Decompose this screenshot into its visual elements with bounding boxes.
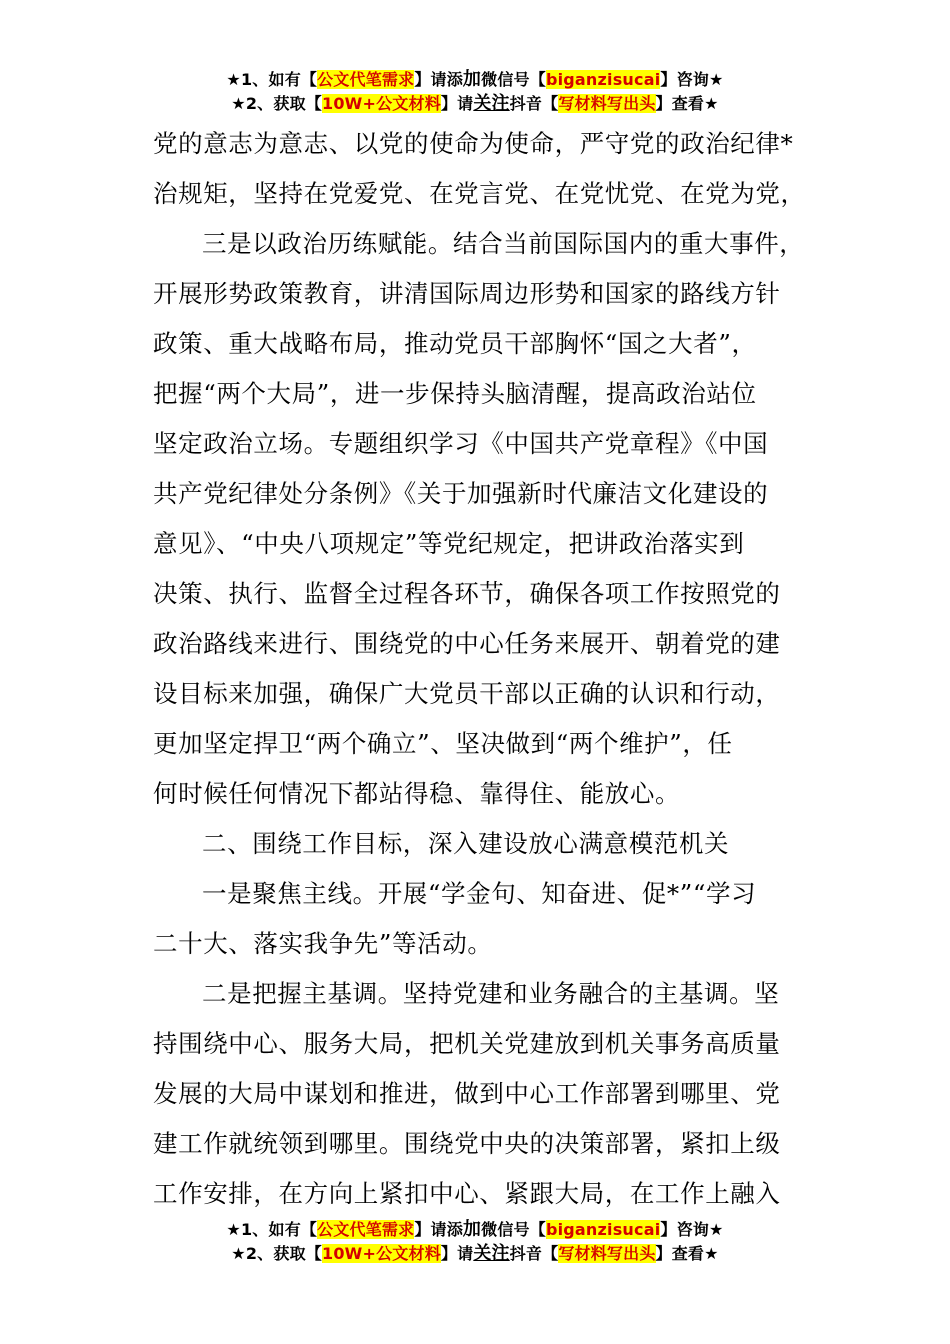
text-line: 发展的大局中谋划和推进，做到中心工作部署到哪里、党 [153, 1079, 781, 1108]
text-line: 持围绕中心、服务大局，把机关党建放到机关事务高质量 [153, 1029, 781, 1058]
text-line: 政策、重大战略布局，推动党员干部胸怀“国之大者”， [153, 329, 757, 358]
header-banner [0, 68, 950, 116]
text-line: 共产党纪律处分条例》《关于加强新时代廉洁文化建设的 [153, 479, 769, 508]
text-line: 三是以政治历练赋能。结合当前国际国内的重大事件， [202, 229, 805, 258]
banner-highlight-materials: 10W+公文材料 [321, 1244, 441, 1263]
banner-line-2-middle-b: 抖音【 [509, 1244, 559, 1263]
footer-banner [0, 1218, 950, 1266]
text-line: 治规矩，坚持在党爱党、在党言党、在党忧党、在党为党， [153, 179, 806, 208]
document-body [153, 119, 833, 1219]
banner-highlight-materials: 10W+公文材料 [321, 94, 441, 113]
banner-line-1-prefix: ★1、如有【 [226, 1220, 318, 1239]
text-line: 意见》、“中央八项规定”等党纪规定，把讲政治落实到 [153, 529, 745, 558]
banner-highlight-wechat-id: biganzisucai [545, 70, 661, 89]
banner-line-1-middle-a: 】请添 [414, 1220, 463, 1239]
section-heading [153, 819, 833, 869]
text-line: 二是把握主基调。坚持党建和业务融合的主基调。坚 [202, 979, 780, 1008]
banner-line-1-middle-a: 】请添 [414, 70, 463, 89]
banner-line-2-prefix: ★2、获取【 [231, 1244, 322, 1263]
text-line: 二十大、落实我争先”等活动。 [153, 929, 493, 958]
banner-line-2-middle-b: 抖音【 [509, 94, 559, 113]
banner-highlight-writing-service: 公文代笔需求 [317, 70, 415, 89]
text-line: 建工作就统领到哪里。围绕党中央的决策部署，紧扣上级 [153, 1129, 781, 1158]
section-heading-text: 二、围绕工作目标，深入建设放心满意模范机关 [202, 829, 730, 858]
banner-line-1-middle-b: 微信号【 [481, 1220, 546, 1239]
text-line: 政治路线来进行、围绕党的中心任务来展开、朝着党的建 [153, 629, 781, 658]
text-line: 一是聚焦主线。开展“学金句、知奋进、促*”“学习 [202, 879, 757, 908]
banner-line-2-prefix: ★2、获取【 [231, 94, 322, 113]
banner-highlight-wechat-id: biganzisucai [545, 1220, 661, 1239]
paragraph-political-training [153, 219, 833, 819]
banner-line-2 [0, 92, 950, 116]
banner-line-2-middle-a: 】请 [440, 1244, 474, 1263]
banner-line-2-emphasis: 关注 [473, 1243, 510, 1264]
banner-line-2-middle-a: 】请 [440, 94, 474, 113]
paragraph-main-line [153, 869, 833, 969]
banner-highlight-douyin-account: 写材料写出头 [558, 94, 656, 113]
banner-line-1 [0, 1218, 950, 1242]
banner-line-1-suffix: 】咨询★ [660, 1220, 724, 1239]
text-line: 设目标来加强，确保广大党员干部以正确的认识和行动， [153, 679, 781, 708]
banner-line-1-emphasis: 加 [462, 69, 482, 90]
banner-line-1-prefix: ★1、如有【 [226, 70, 318, 89]
text-line: 开展形势政策教育，讲清国际周边形势和国家的路线方针 [153, 279, 781, 308]
paragraph-main-tone [153, 969, 833, 1219]
banner-line-2 [0, 1242, 950, 1266]
banner-highlight-writing-service: 公文代笔需求 [317, 1220, 415, 1239]
text-line: 何时候任何情况下都站得稳、靠得住、能放心。 [153, 779, 681, 808]
text-line: 决策、执行、监督全过程各环节，确保各项工作按照党的 [153, 579, 781, 608]
text-line: 更加坚定捍卫“两个确立”、坚决做到“两个维护”，任 [153, 729, 733, 758]
text-line: 党的意志为意志、以党的使命为使命，严守党的政治纪律* [153, 129, 794, 158]
text-line: 坚定政治立场。专题组织学习《中国共产党章程》《中国 [153, 429, 769, 458]
banner-highlight-douyin-account: 写材料写出头 [558, 1244, 656, 1263]
banner-line-1-suffix: 】咨询★ [660, 70, 724, 89]
banner-line-1-emphasis: 加 [462, 1219, 482, 1240]
banner-line-2-suffix: 】查看★ [655, 94, 719, 113]
banner-line-1 [0, 68, 950, 92]
text-line: 工作安排，在方向上紧扣中心、紧跟大局，在工作上融入 [153, 1179, 781, 1208]
banner-line-2-emphasis: 关注 [473, 93, 510, 114]
banner-line-1-middle-b: 微信号【 [481, 70, 546, 89]
paragraph-continuation [153, 119, 833, 219]
banner-line-2-suffix: 】查看★ [655, 1244, 719, 1263]
text-line: 把握“两个大局”，进一步保持头脑清醒，提高政治站位 [153, 379, 757, 408]
